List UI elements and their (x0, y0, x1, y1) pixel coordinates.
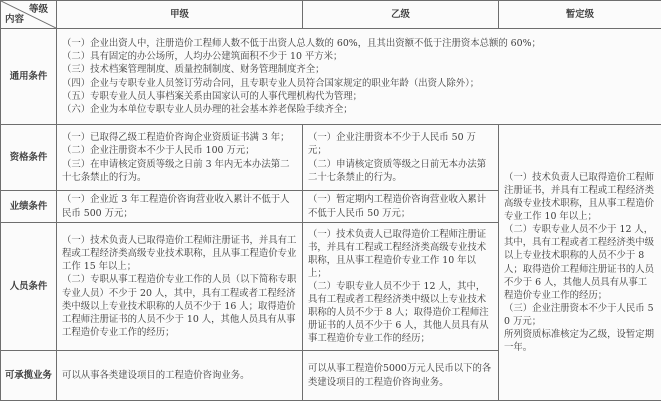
general-item-2: （二）具有固定的办公场所，人均办公建筑面积不少于 10 平方米； (62, 50, 656, 63)
column-header-provisional: 暂定级 (499, 1, 661, 29)
row-label-scope: 可承揽业务 (1, 351, 57, 401)
row-label-general: 通用条件 (1, 29, 57, 125)
general-item-4: （四）企业与专职专业人员签订劳动合同，且专职专业人员符合国家规定的职业年龄（出资人除外）； (62, 77, 656, 90)
grade-axis-label: 等级 (29, 3, 48, 16)
row-label-performance: 业绩条件 (1, 191, 57, 223)
general-item-6: （六）企业为本单位专职专业人员办理的社会基本养老保险手续齐全； (62, 103, 656, 116)
column-header-yi: 乙级 (303, 1, 499, 29)
provisional-item-3: （三）企业注册资本不少于人民币 50 万元； (504, 302, 656, 328)
qualification-jia-item-2: （二）企业注册资本不少于人民币 100 万元； (62, 144, 297, 157)
scope-yi-cell: 可以从事工程造价5000万元人民币以下的各类建设项目的工程造价咨询业务。 (303, 351, 499, 401)
personnel-yi-cell (303, 223, 499, 351)
qualification-yi-item-1: （一）企业注册资本不少于人民币 50 万元； (308, 131, 493, 157)
performance-jia-cell (57, 191, 303, 223)
personnel-yi-item-1: （一）技术负责人已取得造价工程师注册证书，并具有工程或工程经济类高级专业技术职称，且从事工程造价专业工作 10 年以上； (308, 228, 493, 280)
performance-yi-item-1: （一）暂定期内工程造价咨询营业收入累计不低于人民币 50 万元； (308, 193, 493, 219)
row-label-personnel: 人员条件 (1, 223, 57, 351)
scope-jia-cell: 可以从事各类建设项目的工程造价咨询业务。 (57, 351, 303, 401)
corner-header-cell (1, 1, 57, 29)
content-axis-label: 内容 (5, 13, 24, 26)
row-general-conditions (1, 29, 661, 125)
qualification-jia-item-1: （一）已取得乙级工程造价咨询企业资质证书满 3 年； (62, 131, 297, 144)
qualification-yi-cell (303, 125, 499, 191)
header-row (1, 1, 661, 29)
performance-yi-cell (303, 191, 499, 223)
row-qualification-conditions (1, 125, 661, 191)
general-item-1: （一）企业出资人中，注册造价工程师人数不低于出资人总人数的 60%，且其出资额不低于注册资本总额的 60%； (62, 37, 656, 50)
personnel-yi-item-2: （二）专职专业人员不少于 12 人，其中，具有工程或者工程经济类中级以上专业技术职称的人员不少于 8 人；取得造价工程师注册证书的人员不少于 6 人，其他人员具有从事工程造价专业工作的经历； (308, 280, 493, 345)
provisional-item-2: （二）专职专业人员不少于 12 人，其中，具有工程或者工程经济类中级以上专业技术职称的人员不少于 8 人；取得造价工程师注册证书的人员不少于 6 人，其他人员具有从事工程造价专业工作的经历； (504, 223, 656, 302)
personnel-jia-item-2: （二）专职从事工程造价专业工作的人员（以下简称专职专业人员）不少于 20 人，其中，具有工程或者工程经济类中级以上专业技术职称的人员不少于 16 人；取得造价工程师注册证书的人员不少于 10 人，其他人员具有从事工程造价专业工作的经历； (62, 273, 297, 338)
provisional-note: 所列资质标准核定为乙级，设暂定期一年。 (504, 328, 656, 354)
provisional-item-1: （一）技术负责人已取得造价工程师注册证书，并具有工程或工程经济类高级专业技术职称，且从事工程造价专业工作 10 年以上； (504, 171, 656, 223)
personnel-jia-cell (57, 223, 303, 351)
general-item-5: （五）专职专业人员人事档案关系由国家认可的人事代理机构代为管理； (62, 90, 656, 103)
row-label-qualification: 资格条件 (1, 125, 57, 191)
personnel-jia-item-1: （一）技术负责人已取得造价工程师注册证书，并具有工程或工程经济类高级专业技术职称，且从事工程造价专业工作 15 年以上； (62, 234, 297, 273)
column-header-jia: 甲级 (57, 1, 303, 29)
qualification-yi-item-2: （二）申请核定资质等级之日前无本办法第二十七条禁止的行为。 (308, 158, 493, 184)
qualification-jia-item-3: （三）在申请核定资质等级之日前 3 年内无本办法第二十七条禁止的行为。 (62, 158, 297, 184)
qualification-jia-cell (57, 125, 303, 191)
performance-jia-item-1: （一）企业近 3 年工程造价咨询营业收入累计不低于人民币 500 万元； (62, 193, 297, 219)
general-conditions-cell (57, 29, 661, 125)
general-item-3: （三）技术档案管理制度、质量控制制度、财务管理制度齐全； (62, 63, 656, 76)
provisional-grade-cell (499, 125, 661, 401)
